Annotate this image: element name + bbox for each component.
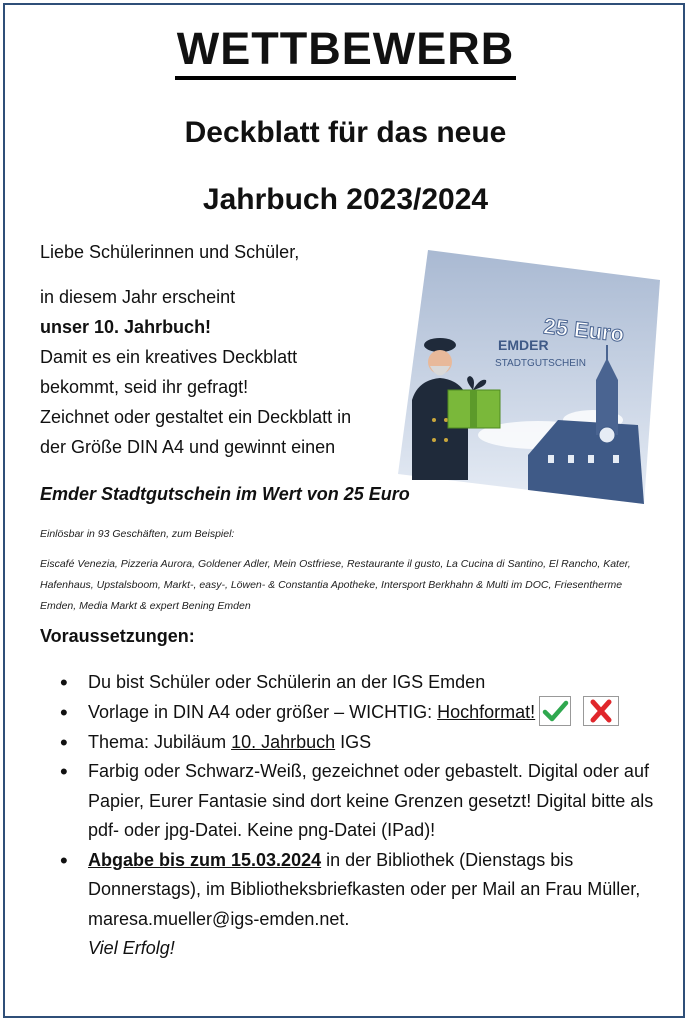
intro-line: in diesem Jahr erscheint: [40, 287, 236, 307]
requirements-heading: Voraussetzungen:: [40, 626, 195, 646]
list-item-text: Vorlage in DIN A4 oder größer – WICHTIG:: [88, 701, 438, 722]
list-item-text: Thema: Jubiläum: [88, 731, 232, 752]
greeting: Liebe Schülerinnen und Schüler,: [40, 242, 300, 262]
intro-line: Zeichnet oder gestaltet ein Deckblatt in: [40, 407, 352, 427]
intro-line: bekommt, seid ihr gefragt!: [40, 377, 249, 397]
redeem-note: Einlösbar in 93 Geschäften, zum Beispiel:: [40, 528, 235, 540]
intro-text: [40, 240, 400, 462]
voucher-illustration: [398, 250, 660, 504]
list-item-text: Du bist Schüler oder Schülerin an der IGS Emden: [88, 672, 486, 692]
prize-text: Emder Stadtgutschein im Wert von 25 Euro: [40, 484, 410, 504]
topic-underlined: 10. Jahrbuch: [231, 731, 336, 752]
subtitle-line-1: Deckblatt für das neue: [184, 116, 507, 149]
orientation-note: Hochformat!: [437, 701, 536, 722]
captain-hat: [424, 338, 456, 352]
list-item: [40, 668, 660, 698]
intro-line: Damit es ein kreatives Deckblatt: [40, 347, 298, 367]
intro-body: [40, 282, 400, 462]
voucher-image: [398, 250, 660, 504]
landscape-cross-icon: [583, 696, 619, 726]
list-item-text: Farbig oder Schwarz-Weiß, gezeichnet oder gebastelt. Digital oder auf Papier, Eurer Fantasie sind dort keine Grenzen gesetzt! Digital bitte als pdf- oder jpg-Datei. Keine png-Datei (IPad)!: [88, 761, 654, 841]
requirements-list: [40, 668, 660, 964]
voucher-brand-sub: STADTGUTSCHEIN: [495, 358, 586, 369]
intro-line-bold: unser 10. Jahrbuch!: [40, 317, 212, 337]
orientation-icons: [539, 698, 619, 728]
list-item: [40, 757, 660, 846]
deadline: Abgabe bis zum 15.03.2024: [88, 849, 322, 870]
list-item-text: IGS: [335, 731, 372, 752]
shop-list: Eiscafé Venezia, Pizzeria Aurora, Goldener Adler, Mein Ostfriese, Restaurante il gusto, La Cucina di Santino, El Rancho, Kater, Hafenhaus, Upstalsboom, Markt-, easy-, Löwen- & Constantia Apotheke, Intersport Berkhahn & Multi im DOC, Friesentherme Emden, Media Markt & expert Bening Emden: [40, 558, 631, 612]
page-title: WETTBEWERB: [0, 22, 691, 80]
intro-line: der Größe DIN A4 und gewinnt einen: [40, 437, 336, 457]
list-item: [40, 728, 660, 758]
list-item-text: in der Bibliothek (Dienstags bis Donnerstags), im Bibliotheksbriefkasten oder per Mail an Frau Müller, maresa.mueller@igs-emden.net.: [88, 849, 641, 929]
subtitle-line-2: Jahrbuch 2023/2024: [202, 183, 489, 216]
list-item: [40, 698, 660, 728]
closing-text: Viel Erfolg!: [88, 938, 175, 959]
voucher-brand: EMDER: [498, 337, 549, 353]
list-item: [40, 846, 660, 964]
voucher-amount: 25 Euro: [542, 313, 626, 347]
portrait-check-icon: [539, 696, 571, 726]
